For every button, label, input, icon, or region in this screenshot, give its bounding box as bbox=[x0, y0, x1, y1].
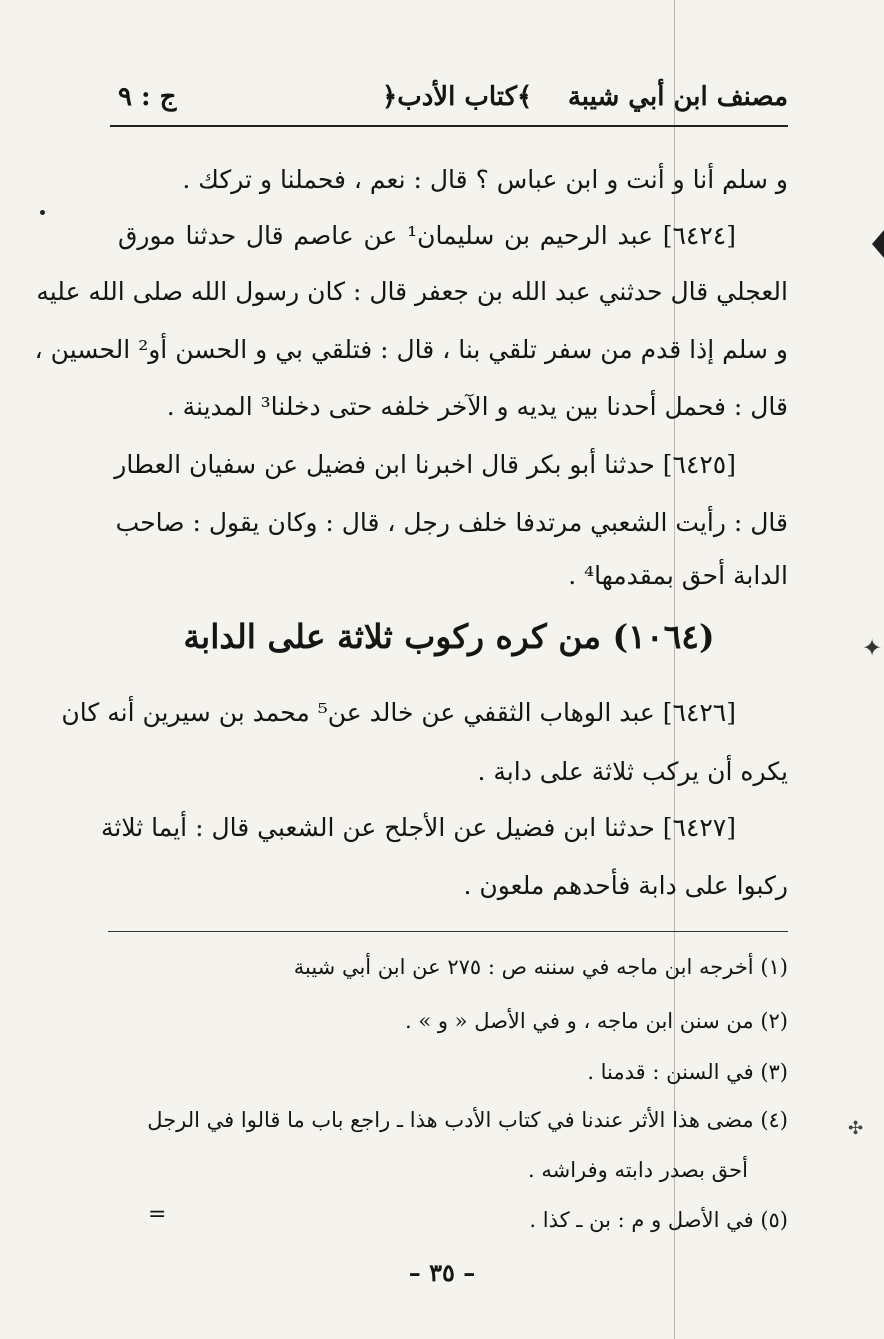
page-fold-line bbox=[674, 0, 675, 1339]
page-number: – ٣٥ – bbox=[408, 1258, 476, 1287]
body-line: و سلم أنا و أنت و ابن عباس ؟ قال : نعم ، فحملنا و تركك . bbox=[182, 165, 788, 194]
footnote-5: (٥) في الأصل و م : بن ـ كذا . bbox=[529, 1208, 788, 1232]
footnote-continuation-mark: = bbox=[148, 1202, 167, 1227]
footnote-rule bbox=[108, 931, 788, 932]
body-line: العجلي قال حدثني عبد الله بن جعفر قال : كان رسول الله صلى الله عليه bbox=[36, 277, 788, 306]
footnote-3: (٣) في السنن : قدمنا . bbox=[587, 1060, 788, 1084]
body-line: ركبوا على دابة فأحدهم ملعون . bbox=[463, 871, 788, 900]
hadith-6425-line: [٦٤٢٥] حدثنا أبو بكر قال اخبرنا ابن فضيل عن سفيان العطار bbox=[114, 450, 736, 479]
footnote-4: (٤) مضى هذا الأثر عندنا في كتاب الأدب هذا ـ راجع باب ما قالوا في الرجل bbox=[147, 1108, 788, 1132]
hadith-6424-line: [٦٤٢٤] عبد الرحيم بن سليمان¹ عن عاصم قال حدثنا مورق bbox=[118, 221, 736, 250]
chapter-heading: (١٠٦٤) من كره ركوب ثلاثة على الدابة bbox=[183, 617, 715, 656]
body-line: قال : رأيت الشعبي مرتدفا خلف رجل ، قال : وكان يقول : صاحب bbox=[115, 508, 788, 537]
crop-mark-icon: ✦ bbox=[862, 634, 883, 662]
ink-blot bbox=[872, 230, 884, 258]
body-line: و سلم إذا قدم من سفر تلقي بنا ، قال : فتلقي بي و الحسن أو² الحسين ، bbox=[34, 335, 788, 364]
running-header-section: ﴿كتاب الأدب﴾ bbox=[382, 82, 533, 112]
ink-speck bbox=[40, 210, 45, 215]
body-line: يكره أن يركب ثلاثة على دابة . bbox=[477, 757, 788, 786]
footnote-4-continued: أحق بصدر دابته وفراشه . bbox=[527, 1158, 748, 1182]
body-line: الدابة أحق بمقدمها⁴ . bbox=[568, 561, 788, 590]
running-header-book: مصنف ابن أبي شيبة bbox=[567, 82, 788, 112]
body-line: قال : فحمل أحدنا بين يديه و الآخر خلفه حتى دخلنا³ المدينة . bbox=[166, 392, 788, 421]
footnote-2: (٢) من سنن ابن ماجه ، و في الأصل « و » . bbox=[404, 1009, 788, 1033]
footnote-1: (١) أخرجه ابن ماجه في سننه ص : ٢٧٥ عن ابن أبي شيبة bbox=[293, 955, 788, 979]
hadith-6427-line: [٦٤٢٧] حدثنا ابن فضيل عن الأجلح عن الشعبي قال : أيما ثلاثة bbox=[100, 813, 736, 842]
header-rule bbox=[110, 125, 788, 127]
hadith-6426-line: [٦٤٢٦] عبد الوهاب الثقفي عن خالد عن⁵ محمد بن سيرين أنه كان bbox=[61, 698, 736, 727]
crop-mark-icon: ✣ bbox=[848, 1118, 864, 1139]
running-header-volume: ج : ٩ bbox=[118, 82, 177, 112]
